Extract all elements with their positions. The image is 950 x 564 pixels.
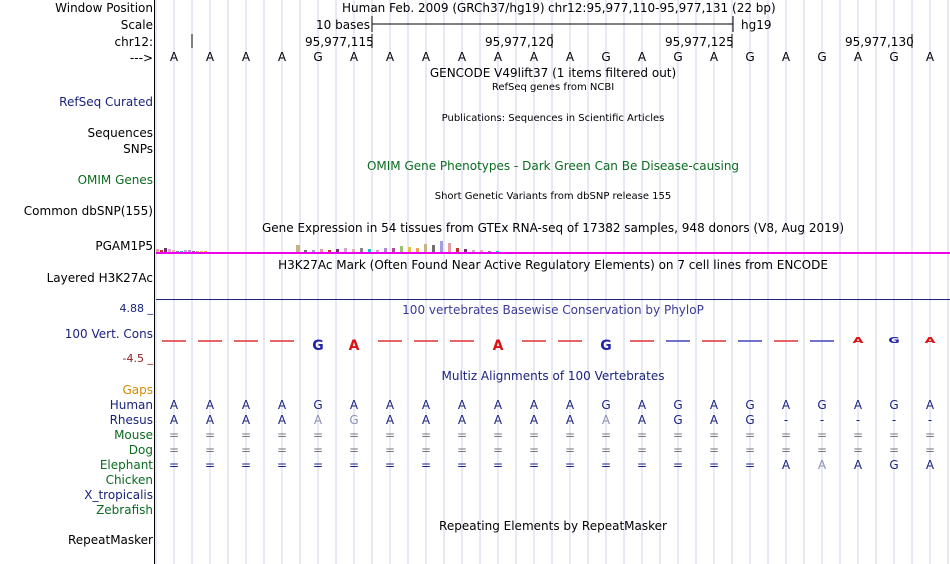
- mouse-base: =: [672, 428, 684, 442]
- h3k27ac-track-title: H3K27Ac Mark (Often Found Near Active Regulatory Elements) on 7 cell lines from ENCODE: [278, 258, 828, 272]
- dog-base: =: [780, 443, 792, 457]
- dog-base: =: [636, 443, 648, 457]
- rhesus-base: A: [241, 413, 251, 427]
- base-letter: A: [529, 50, 539, 64]
- mouse-base: =: [204, 428, 216, 442]
- mouse-base: =: [780, 428, 792, 442]
- multiz-track-title: Multiz Alignments of 100 Vertebrates: [441, 369, 665, 383]
- mouse-base: =: [456, 428, 468, 442]
- phylop-letter: G: [312, 338, 324, 354]
- species-label-dog: Dog: [128, 443, 153, 457]
- alignment-row-mouse: [156, 428, 950, 443]
- dog-base: =: [420, 443, 432, 457]
- mouse-base: =: [492, 428, 504, 442]
- elephant-base: =: [672, 458, 684, 472]
- phylop-letter: A: [924, 336, 936, 346]
- human-base: G: [889, 398, 899, 412]
- gencode-track-title: GENCODE V49lift37 (1 items filtered out): [429, 66, 677, 80]
- phylop-letter: G: [888, 336, 900, 346]
- base-letter: G: [817, 50, 827, 64]
- rhesus-base: A: [493, 413, 503, 427]
- elephant-base: =: [456, 458, 468, 472]
- elephant-base: =: [564, 458, 576, 472]
- elephant-base: A: [817, 458, 827, 472]
- human-base: A: [853, 398, 863, 412]
- coord-label: 95,977,120: [485, 35, 554, 49]
- magenta-highlight-line: [156, 252, 950, 254]
- phylop-logo[interactable]: [156, 318, 950, 358]
- elephant-base: =: [528, 458, 540, 472]
- base-letter: A: [205, 50, 215, 64]
- scale-label: Scale: [120, 18, 153, 32]
- gtex-tissue-bar: [432, 245, 435, 252]
- dog-base: =: [672, 443, 684, 457]
- assembly-title: Human Feb. 2009 (GRCh37/hg19): [342, 1, 545, 15]
- conservation-max-label: 4.88 _: [119, 302, 153, 315]
- h3k27ac-track-label[interactable]: Layered H3K27Ac: [46, 271, 153, 285]
- refseq-track-title: RefSeq genes from NCBI: [491, 82, 615, 93]
- gtex-tissue-bar: [424, 244, 427, 252]
- human-base: A: [493, 398, 503, 412]
- mouse-base: =: [564, 428, 576, 442]
- base-letter: G: [313, 50, 323, 64]
- human-base: G: [601, 398, 611, 412]
- omim-track-title: OMIM Gene Phenotypes - Dark Green Can Be Disease-causing: [366, 159, 740, 173]
- rhesus-base: -: [927, 413, 933, 427]
- base-letter: A: [925, 50, 935, 64]
- window-position-label: Window Position: [55, 1, 153, 15]
- mouse-base: =: [816, 428, 828, 442]
- base-letter: A: [169, 50, 179, 64]
- rhesus-base: A: [385, 413, 395, 427]
- base-letter: G: [601, 50, 611, 64]
- gtex-track-title: Gene Expression in 54 tissues from GTEx RNA-seq of 17382 samples, 948 donors (V8, Aug 2019): [261, 221, 845, 235]
- dog-base: =: [708, 443, 720, 457]
- species-label-elephant: Elephant: [99, 458, 153, 472]
- mouse-base: =: [744, 428, 756, 442]
- elephant-base: A: [781, 458, 791, 472]
- omim-track-label[interactable]: OMIM Genes: [77, 173, 153, 187]
- dog-base: =: [852, 443, 864, 457]
- elephant-base: =: [168, 458, 180, 472]
- elephant-base: =: [240, 458, 252, 472]
- mouse-base: =: [924, 428, 936, 442]
- mouse-base: =: [852, 428, 864, 442]
- strand-arrow-label: --->: [129, 51, 153, 65]
- human-base: G: [313, 398, 323, 412]
- dog-base: =: [564, 443, 576, 457]
- dbsnp-track-label[interactable]: Common dbSNP(155): [23, 204, 153, 218]
- base-letter: A: [637, 50, 647, 64]
- rhesus-base: A: [601, 413, 611, 427]
- human-base: A: [169, 398, 179, 412]
- snps-track-label[interactable]: SNPs: [123, 142, 153, 156]
- dog-base: =: [600, 443, 612, 457]
- rhesus-base: A: [421, 413, 431, 427]
- label-divider: [154, 0, 155, 564]
- alignment-row-human: [156, 398, 950, 413]
- gtex-tissue-bar: [448, 243, 451, 252]
- chr-label: chr12:: [114, 35, 153, 49]
- species-label-rhesus: Rhesus: [109, 413, 153, 427]
- species-label-mouse: Mouse: [114, 428, 153, 442]
- base-letter: A: [709, 50, 719, 64]
- phylop-letter: A: [492, 338, 504, 354]
- mouse-base: =: [312, 428, 324, 442]
- elephant-base: =: [708, 458, 720, 472]
- rhesus-base: A: [637, 413, 647, 427]
- dog-base: =: [240, 443, 252, 457]
- base-letter: A: [241, 50, 251, 64]
- human-base: A: [565, 398, 575, 412]
- rhesus-base: A: [277, 413, 287, 427]
- mouse-base: =: [888, 428, 900, 442]
- publications-track-title: Publications: Sequences in Scientific Articles: [441, 113, 665, 124]
- mouse-base: =: [636, 428, 648, 442]
- mouse-base: =: [420, 428, 432, 442]
- base-letter: A: [349, 50, 359, 64]
- human-base: G: [817, 398, 827, 412]
- base-letter: A: [493, 50, 503, 64]
- mouse-base: =: [348, 428, 360, 442]
- human-base: A: [925, 398, 935, 412]
- alignment-row-dog: [156, 443, 950, 458]
- base-letter: A: [421, 50, 431, 64]
- mouse-base: =: [528, 428, 540, 442]
- phylop-letter: A: [348, 338, 360, 354]
- repeatmasker-track-title: Repeating Elements by RepeatMasker: [439, 519, 667, 533]
- elephant-base: =: [744, 458, 756, 472]
- elephant-base: =: [348, 458, 360, 472]
- rhesus-base: A: [565, 413, 575, 427]
- human-base: A: [709, 398, 719, 412]
- phylop-letter: A: [852, 336, 864, 346]
- gaps-track-label[interactable]: Gaps: [122, 383, 153, 397]
- elephant-base: =: [600, 458, 612, 472]
- species-label-xtropicalis: X_tropicalis: [84, 488, 153, 502]
- mouse-base: =: [384, 428, 396, 442]
- species-label-zebrafish: Zebrafish: [96, 503, 153, 517]
- rhesus-base: A: [169, 413, 179, 427]
- rhesus-base: -: [783, 413, 789, 427]
- species-label-human: Human: [109, 398, 153, 412]
- repeatmasker-track-label[interactable]: RepeatMasker: [67, 533, 153, 547]
- phylop-letter: G: [600, 338, 612, 354]
- coord-label: 95,977,125: [665, 35, 734, 49]
- human-base: A: [421, 398, 431, 412]
- human-base: A: [277, 398, 287, 412]
- rhesus-base: -: [891, 413, 897, 427]
- coord-label: 95,977,115: [305, 35, 374, 49]
- rhesus-base: G: [745, 413, 755, 427]
- base-letter: G: [889, 50, 899, 64]
- scale-bar-text: 10 bases: [316, 18, 370, 32]
- coord-label: 95,977,130: [845, 35, 914, 49]
- base-letter: G: [745, 50, 755, 64]
- elephant-base: A: [853, 458, 863, 472]
- conservation-track-label[interactable]: 100 Vert. Cons: [64, 327, 153, 341]
- human-base: G: [673, 398, 683, 412]
- rhesus-base: A: [457, 413, 467, 427]
- sequences-track-label[interactable]: Sequences: [87, 126, 153, 140]
- dog-base: =: [888, 443, 900, 457]
- dog-base: =: [744, 443, 756, 457]
- species-label-chicken: Chicken: [105, 473, 153, 487]
- human-base: A: [781, 398, 791, 412]
- base-letter: A: [853, 50, 863, 64]
- mouse-base: =: [708, 428, 720, 442]
- dog-base: =: [492, 443, 504, 457]
- base-letter: A: [277, 50, 287, 64]
- elephant-base: =: [204, 458, 216, 472]
- human-base: A: [241, 398, 251, 412]
- elephant-base: =: [636, 458, 648, 472]
- dog-base: =: [816, 443, 828, 457]
- base-letter: A: [565, 50, 575, 64]
- rhesus-base: A: [529, 413, 539, 427]
- mouse-base: =: [168, 428, 180, 442]
- human-base: A: [349, 398, 359, 412]
- dog-base: =: [924, 443, 936, 457]
- base-letter: G: [673, 50, 683, 64]
- dog-base: =: [204, 443, 216, 457]
- human-base: A: [529, 398, 539, 412]
- rhesus-base: -: [819, 413, 825, 427]
- elephant-base: =: [420, 458, 432, 472]
- human-base: A: [457, 398, 467, 412]
- base-letter: A: [457, 50, 467, 64]
- dog-base: =: [168, 443, 180, 457]
- rhesus-base: A: [205, 413, 215, 427]
- mouse-base: =: [600, 428, 612, 442]
- rhesus-base: G: [673, 413, 683, 427]
- base-letter: A: [781, 50, 791, 64]
- gtex-tissue-bar: [440, 241, 443, 252]
- dog-base: =: [528, 443, 540, 457]
- alignment-row-rhesus: [156, 413, 950, 428]
- elephant-base: =: [276, 458, 288, 472]
- scale-db-text: hg19: [741, 18, 772, 32]
- h3k27ac-baseline: [156, 299, 950, 300]
- rhesus-base: G: [349, 413, 359, 427]
- dog-base: =: [276, 443, 288, 457]
- rhesus-base: -: [855, 413, 861, 427]
- refseq-track-label[interactable]: RefSeq Curated: [59, 95, 153, 109]
- phylop-track-title: 100 vertebrates Basewise Conservation by PhyloP: [402, 303, 704, 317]
- dog-base: =: [384, 443, 396, 457]
- base-sequence-row: [156, 50, 950, 65]
- human-base: A: [637, 398, 647, 412]
- elephant-base: =: [312, 458, 324, 472]
- rhesus-base: A: [709, 413, 719, 427]
- human-base: A: [205, 398, 215, 412]
- window-position-text: chr12:95,977,110-95,977,131 (22 bp): [548, 1, 776, 15]
- mouse-base: =: [276, 428, 288, 442]
- human-base: G: [745, 398, 755, 412]
- dbsnp-track-title: Short Genetic Variants from dbSNP release 155: [434, 191, 672, 202]
- pgam1p5-label[interactable]: PGAM1P5: [95, 239, 153, 253]
- elephant-base: A: [925, 458, 935, 472]
- alignment-row-elephant: [156, 458, 950, 473]
- elephant-base: G: [889, 458, 899, 472]
- dog-base: =: [312, 443, 324, 457]
- base-letter: A: [385, 50, 395, 64]
- dog-base: =: [456, 443, 468, 457]
- conservation-min-label: -4.5 _: [122, 352, 153, 365]
- elephant-base: =: [384, 458, 396, 472]
- mouse-base: =: [240, 428, 252, 442]
- human-base: A: [385, 398, 395, 412]
- gtex-tissue-bar: [296, 245, 300, 252]
- rhesus-base: A: [313, 413, 323, 427]
- dog-base: =: [348, 443, 360, 457]
- elephant-base: =: [492, 458, 504, 472]
